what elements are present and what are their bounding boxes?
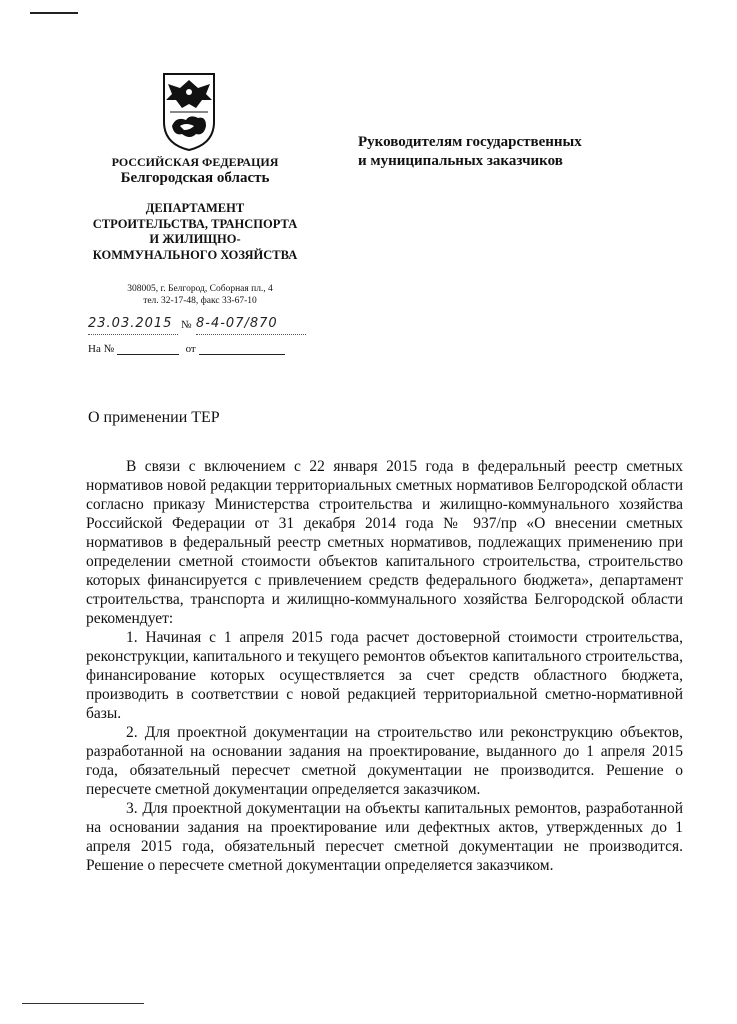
department-line: ДЕПАРТАМЕНТ xyxy=(145,201,245,215)
footer-separator xyxy=(22,1003,144,1004)
reply-reference-row xyxy=(88,343,285,355)
reply-from-label: от xyxy=(185,343,196,355)
top-margin-mark xyxy=(30,12,78,14)
address-line: тел. 32-17-48, факс 33-67-10 xyxy=(143,296,257,306)
body-paragraph: 3. Для проектной документации на объекты капитальных ремонтов, разработанной на основании задания на проектирование или дефектных актов, утвержденных до 1 апреля 2015 года, обязательный пересчет сметной документации не производится. Решение о пересчете сметной документации определяется заказчиком. xyxy=(86,800,683,874)
country-name: РОССИЙСКАЯ ФЕДЕРАЦИЯ xyxy=(111,155,279,169)
body-paragraph: 2. Для проектной документации на строительство или реконструкцию объектов, разработанной на основании задания на проектирование, выданного до 1 апреля 2015 года, обязательный пересчет сметной документации не производится. Решение о пересчете сметной документации определяется заказчиком. xyxy=(86,724,683,798)
department-line: СТРОИТЕЛЬСТВА, ТРАНСПОРТА xyxy=(92,216,298,231)
region-name: Белгородская область xyxy=(120,170,270,186)
reply-number-blank xyxy=(117,354,179,355)
address-line: 308005, г. Белгород, Соборная пл., 4 xyxy=(127,284,273,294)
registration-date: 23.03.2015 xyxy=(88,316,178,335)
addressee-line: Руководителям государственных xyxy=(358,134,582,150)
addressee-line: и муниципальных заказчиков xyxy=(358,153,563,169)
coat-of-arms-icon xyxy=(160,70,218,152)
department-name xyxy=(70,201,320,263)
letter-body xyxy=(86,457,683,875)
department-line: КОММУНАЛЬНОГО ХОЗЯЙСТВА xyxy=(92,247,298,262)
body-paragraph: В связи с включением с 22 января 2015 года в федеральный реестр сметных нормативов новой редакции территориальных сметных нормативов Белгородской области согласно приказу Министерства строительства и жилищно-коммунального хозяйства Российской Федерации от 31 декабря 2014 года № 937/пр «О внесении сметных нормативов в федеральный реестр сметных нормативов, подлежащих применению при определении сметной стоимости объектов капитального строительства, строительство которых финансируется с привлечением средств федерального бюджета», департамент строительства, транспорта и жилищно-коммунального хозяйства Белгородской области рекомендует: xyxy=(86,458,683,627)
reply-date-blank xyxy=(199,354,285,355)
department-address xyxy=(100,283,300,307)
registration-number: 8-4-07/870 xyxy=(196,316,306,335)
registration-number-label: № xyxy=(181,319,192,331)
letter-subject: О применении ТЕР xyxy=(88,409,220,426)
department-line: И ЖИЛИЩНО- xyxy=(149,232,241,246)
addressee xyxy=(358,133,628,171)
reply-number-label: На № xyxy=(88,343,115,355)
body-paragraph: 1. Начиная с 1 апреля 2015 года расчет достоверной стоимости строительства, реконструкции, капитального и текущего ремонтов объектов капитального строительства, финансирование которых осуществляется за счет средств областного бюджета, производить в соответствии с новой редакцией территориальной сметно-нормативной базы. xyxy=(86,629,683,722)
